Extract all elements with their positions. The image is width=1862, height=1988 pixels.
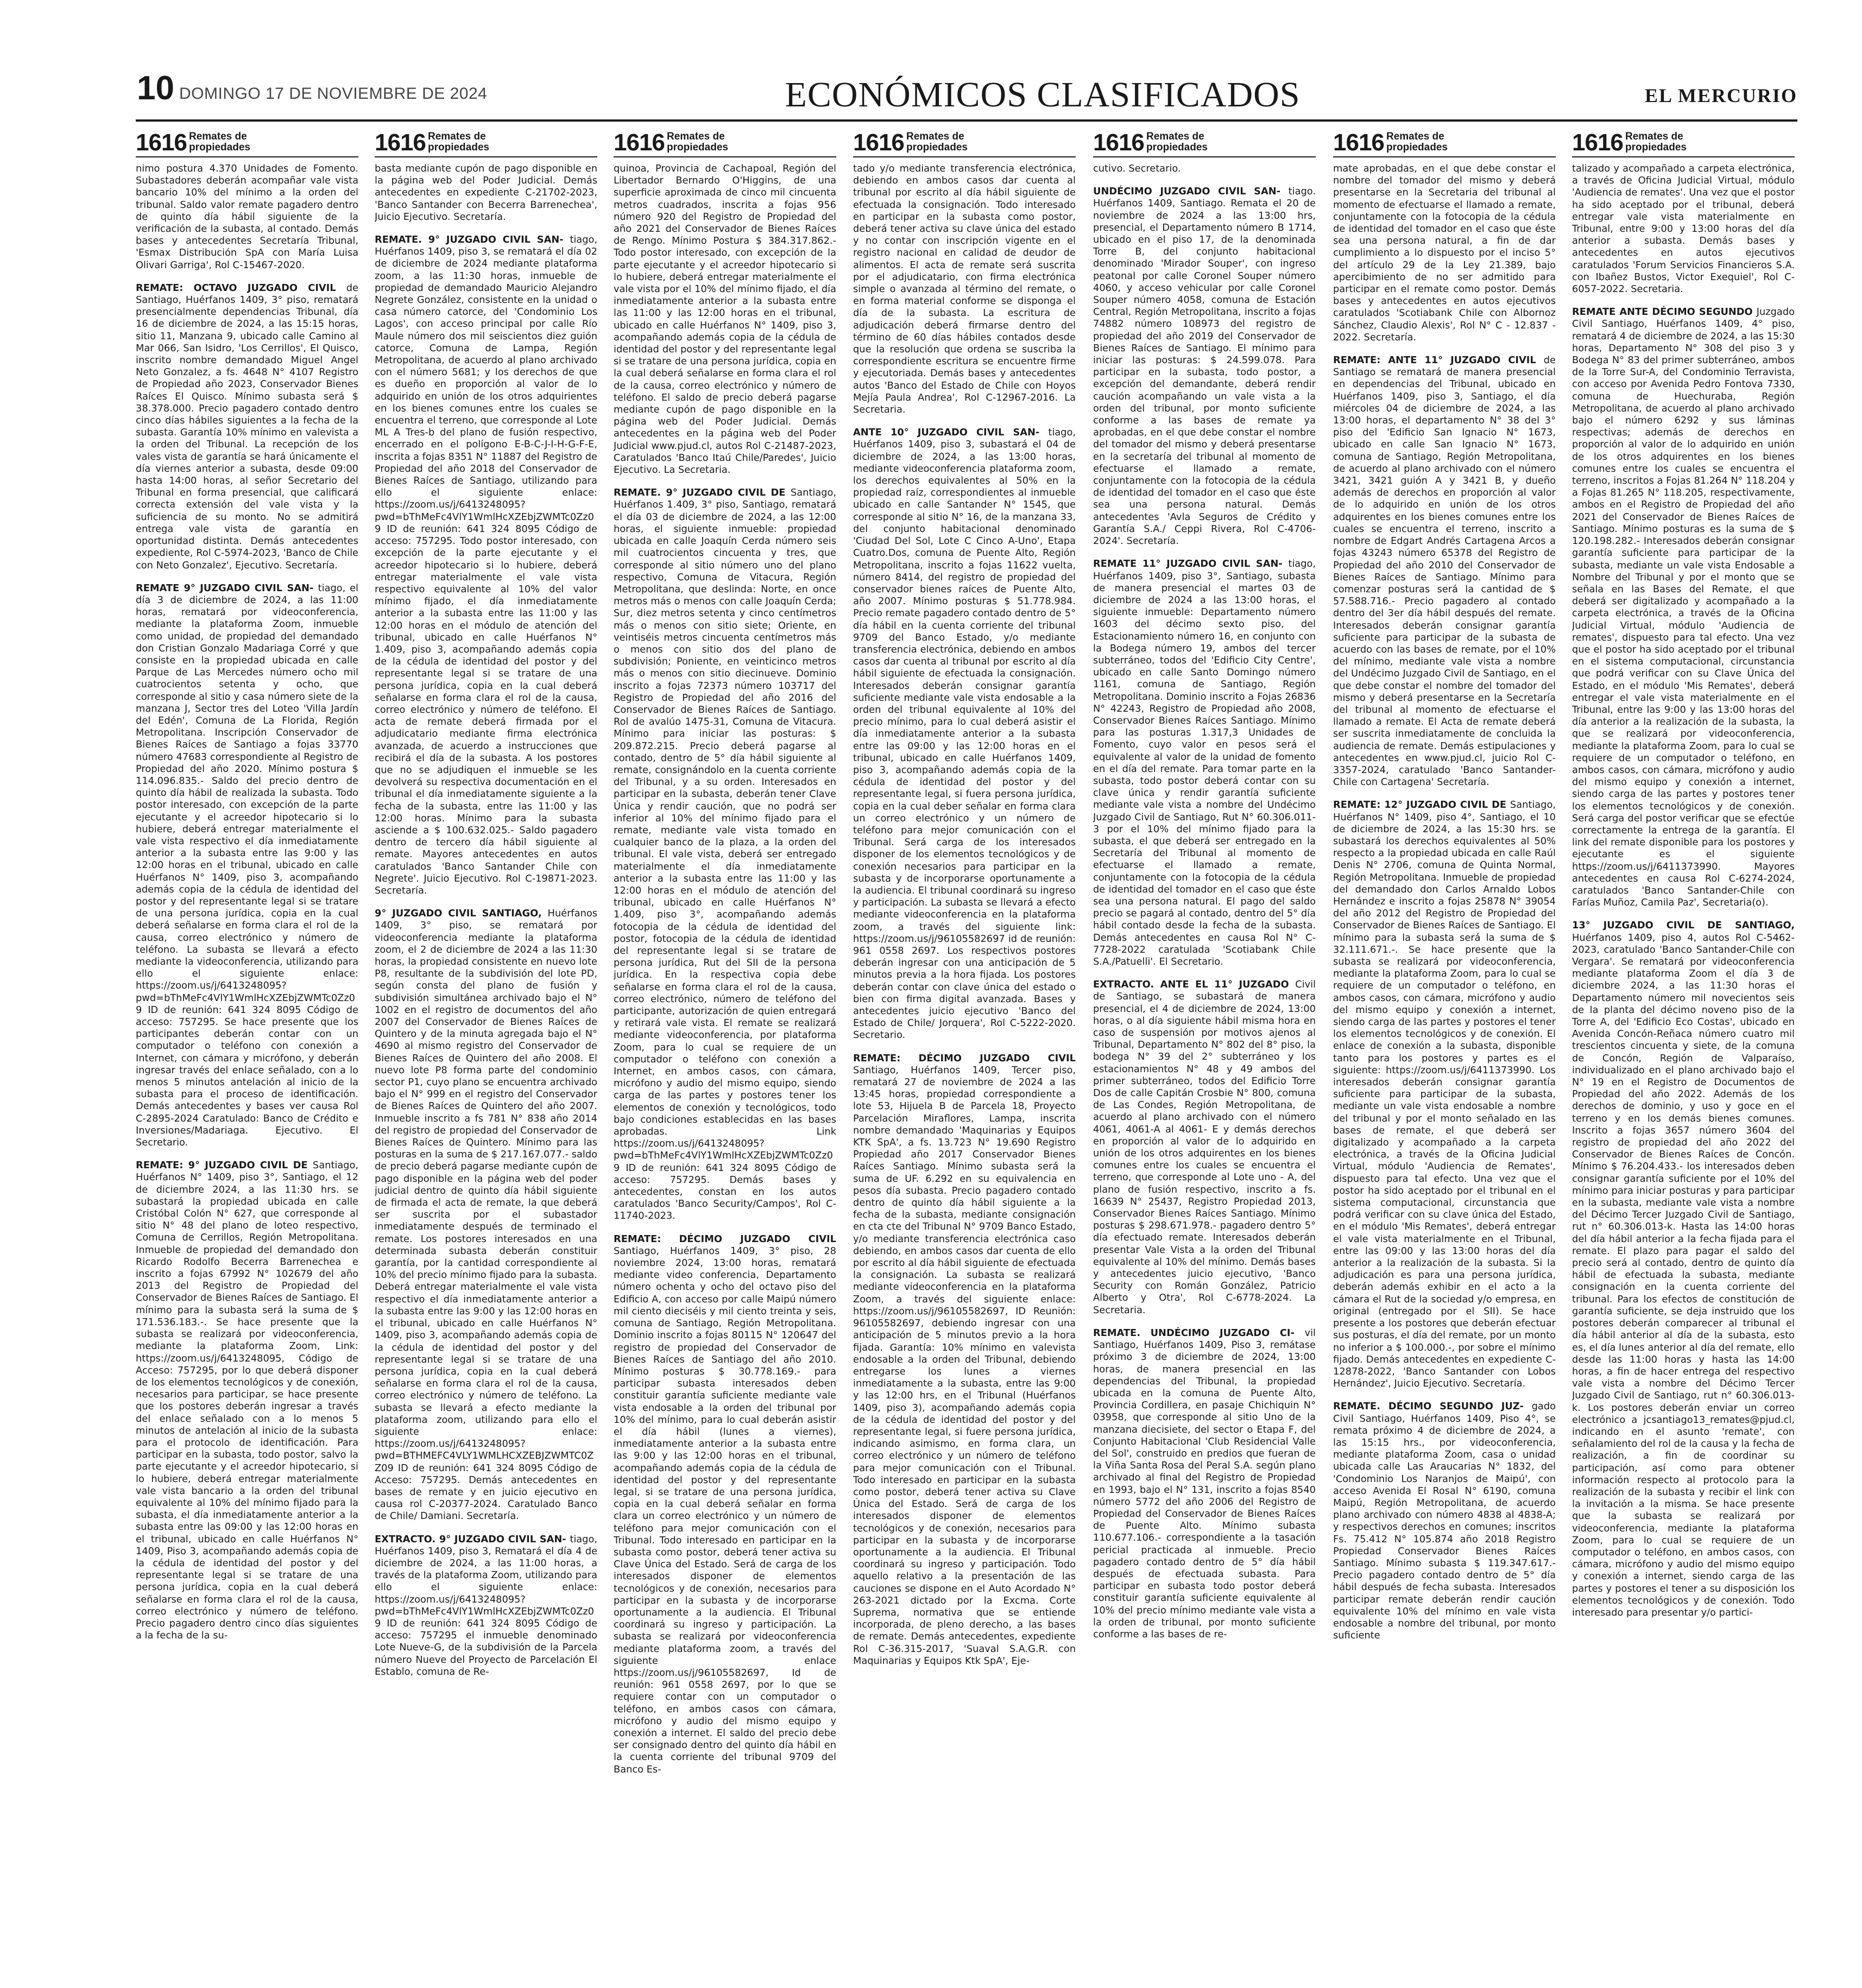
notice-lead: REMATE: DÉCIMO JUZGADO CIVIL xyxy=(614,1233,836,1245)
auction-notice xyxy=(1093,558,1316,968)
notice-lead: REMATE. UNDÉCIMO JUZGADO CI- xyxy=(1093,1327,1305,1339)
category-code: 1616 xyxy=(853,129,904,156)
notice-list xyxy=(1093,163,1316,1641)
auction-notice xyxy=(375,1534,597,1678)
column-header xyxy=(614,128,836,157)
auction-notice xyxy=(1093,979,1316,1316)
auction-notice xyxy=(1333,1401,1556,1642)
auction-notice xyxy=(136,163,358,271)
notice-lead: UNDÉCIMO JUZGADO CIVIL SAN- xyxy=(1093,186,1289,198)
auction-notice xyxy=(136,282,358,572)
category-code: 1616 xyxy=(375,129,426,156)
notice-body: basta mediante cupón de pago disponible en la página web del Poder Judicial. Demás antecedentes en expediente C-21702-2023, 'Banco Santander con Becerra Barrenechea', Juicio Ejecutivo. Secretaría. xyxy=(375,163,597,223)
notice-body: vil Santiago, Huérfanos 1409, Piso 3, remátase próximo 3 de diciembre de 2024, 13:00 horas, de manera presencial en las dependencias del Tribunal, la propiedad ubicada en la comuna de Puente Alto, Provincia Cordillera, en pasaje Chichiquin N° 03958, que corresponde al sitio Uno de la manzana diecisiete, del sector o Etapa F, del Conjunto Habitacional 'Club Residencial Valle del Sol', construido en predios que fueran de la Viña Santa Rosa del Peral S.A. según plano archivado al final del Registro de Propiedad en 1993, bajo el N° 131, inscrito a fojas 8540 número 5772 del año 2006 del Registro de Propiedad del Conservador de Bienes Raíces de Puente Alto. Mínimo subasta 110.677.106.- correspondiente a la tasación pericial practicada al inmueble. Precio pagadero contado dentro de 5° día hábil después de efectuada subasta. Para participar en subasta todo postor deberá constituir garantía suficiente equivalente al 10% del precio mínimo mediante vale vista a la orden de tribunal, por monto suficiente conforme a las bases de re- xyxy=(1093,1327,1316,1640)
classified-column-6 xyxy=(1333,128,1556,1979)
notice-body: Civil de Santiago, se subastará de manera presencial, el 4 de diciembre de 2024, 13:00 horas, o al día siguiente hábil misma hora en caso de suspensión por motivos ajenos al Tribunal, Departamento N° 802 del 8° piso, la bodega N° 39 del 2° subterráneo y los estacionamientos N° 48 y 49 ambos del primer subterráneo, todos del Edificio Torre Dos de calle Capitán Crosbie N° 800, comuna de Las Condes, Región Metropolitana, de acuerdo al plano archivado con el número 4061, 4061-A al 4061- E y demás derechos en proporción al valor de lo adquirido en unión de los otros adquirentes en los bienes comunes entre los cuales se encuentra el terreno, que corresponde al Lote uno - A, del plano de fusión respectivo, inscrito a fs. 16639 N° 25437, Registro Propiedad 2013, Conservador Bienes Raíces Santiago. Mínimo posturas $ 298.671.978.- pagadero dentro 5° día efectuado remate. Interesados deberán presentar Vale Vista a la orden del Tribunal equivalente al 10% del mínimo. Demás bases y antecedentes juicio ejecutivo, 'Banco Security con Román González, Patricio Alberto y Otra', Rol C-6778-2024. La Secretaria. xyxy=(1093,979,1316,1316)
notice-body: gado Civil Santiago, Huérfanos 1409, Piso 4°, se remata próximo 4 de diciembre de 2024, a las 15:15 hrs., por videoconferencia, mediante plataforma Zoom, casa o unidad ubicada calle Las Araucarias N° 1832, del 'Condominio Los Naranjos de Maipú', con acceso Avenida El Rosal N° 6190, comuna Maipú, Región Metropolitana, de acuerdo plano archivado con número 4838 al 4838-A; y respectivos derechos en comunes; inscritos Fs. 75.412 N° 105.874 año 2018 Registro Propiedad Conservador Bienes Raíces Santiago. Mínimo subasta $ 119.347.617.- Precio pagadero contado dentro de 5° día hábil después de fecha subasta. Interesados participar remate deberán rendir caución equivalente 10% del mínimo en vale vista endosable a nombre del tribunal, por monto suficiente xyxy=(1333,1401,1556,1642)
notice-lead: REMATE. 9° JUZGADO CIVIL DE xyxy=(614,487,791,499)
classified-column-7 xyxy=(1572,128,1795,1979)
auction-notice xyxy=(853,1053,1076,1667)
auction-notice xyxy=(1093,1327,1316,1641)
notice-lead: ANTE 10° JUZGADO CIVIL SAN- xyxy=(853,427,1049,439)
notice-body: tiago, Huérfanos 1409, piso 3°, Santiago, subasta de manera presencial el martes 03 de diciembre de 2024 a las 13:00 horas, el siguiente inmueble: Departamento número 1603 del décimo sexto piso, del Estacionamiento número 16, en conjunto con la Bodega número 19, ambos del tercer subterráneo, todos del 'Edificio City Centre', ubicado en calle Santo Domingo número 1161, comuna de Santiago, Región Metropolitana. Dominio inscrito a Fojas 26836 N° 42243, Registro de Propiedad año 2008, Conservador Bienes Raíces Santiago. Mínimo para las posturas 1.317,3 Unidades de Fomento, cuyo valor en pesos será el equivalente al valor de la unidad de fomento en el día del remate. Para tomar parte en la subasta, todo postor deberá contar con su clave única y rendir garantía suficiente mediante vale vista a nombre del Undécimo Juzgado Civil de Santiago, Rut N° 60.306.011-3 por el 10% del mínimo fijado para la subasta, el que deberá ser entregado en la Secretaría del Tribunal al momento de efectuarse el llamado a remate, conjuntamente con la fotocopia de la cédula de identidad del tomador en el caso que éste sea una persona natural. El pago del saldo precio se pagará al contado, dentro del 5° día hábil contado desde la fecha de la subasta. Demás antecedentes en causa Rol N° C-7728-2022 caratulada 'Scotiabank Chile S.A./Patuelli'. El Secretario. xyxy=(1093,558,1316,967)
notice-list xyxy=(1572,163,1795,1619)
column-header xyxy=(1093,128,1316,157)
auction-notice xyxy=(1333,163,1556,344)
auction-notice xyxy=(375,908,597,1522)
notice-body: Huérfanos 1409, piso 4, autos Rol C-5462-2023, caratulado 'Banco Santander-Chile con Vergara'. Se rematará por videoconferencia mediante plataforma Zoom el día 3 de diciembre 2024, a las 11:30 horas el Departamento número mil novecientos seis de la planta del décimo noveno piso de la Torre A, del 'Edificio Eco Costas', ubicado en Avenida Concón-Reñaca número cuatro mil trescientos cincuenta y siete, de la comuna de Concón, Región de Valparaíso, individualizado en el plano archivado bajo el N° 19 en el Registro de Documentos de Propiedad del año 2022. Además de los derechos de dominio, y uso y goce en el terreno y en los demás bienes comunes. Inscrito a fojas 3657 número 3604 del registro de propiedad del año 2022 del Conservador de Bienes Raíces de Concón. Mínimo $ 76.204.433.- los interesados deben consignar garantía suficiente por el 10% del mínimo para iniciar posturas y para participar en la subasta, mediante vale vista a nombre del Décimo Tercer Juzgado Civil de Santiago, rut n° 60.306.013-k. Hasta las 14:00 horas del día hábil anterior a la fecha fijada para el remate. El plazo para pagar el saldo del precio será al contado, dentro de quinto día hábil de efectuada la subasta, mediante consignación en la cuenta corriente del tribunal. Para los efectos de constitución de garantía suficiente, se deja instruido que los postores deberán comparecer al tribunal el día hábil anterior al día de la subasta, esto es, el día lunes anterior al día del remate, ello desde las 11:00 horas y hasta las 14:00 horas, a fin de hacer entrega del respectivo vale vista a nombre del Décimo Tercer Juzgado Civil de Santiago, rut n° 60.306.013-k. Los postores deberán enviar un correo electrónico a jcsantiago13_remates@pjud.cl, indicando en el asunto 'remate', con señalamiento del rol de la causa y la fecha de realización, a fin de coordinar su participación, así como para obtener información respecto al protocolo para la realización de la subasta y recibir el link con la invitación a la misma. Se hace presente que la subasta se realizará por videoconferencia, mediante la plataforma Zoom, para lo cual se requiere de un computador o teléfono, en ambos casos, con cámara, micrófono y audio del mismo equipo y conexión a internet, siendo carga de las partes y postores el tener a su disposición los elementos tecnológicos y de conexión. Todo interesado para presentar y/o partici- xyxy=(1572,932,1795,1618)
auction-notice xyxy=(375,234,597,897)
notice-list xyxy=(1333,163,1556,1642)
auction-notice xyxy=(853,163,1076,416)
category-label: Remates de propiedades xyxy=(189,131,250,153)
notice-body: Santiago, Huérfanos 1409, 3° piso, 28 noviembre 2024, 13:00 horas, rematará mediante video conferencia, Departamento número ochenta y ocho del octavo piso del Edificio A, con acceso por calle Maipú número mil ciento dieciséis y mil ciento treinta y seis, comuna de Santiago, Región Metropolitana. Dominio inscrito a fojas 80115 N° 120647 del registro de propiedad del Conservador de Bienes Raíces de Santiago del año 2010. Mínimo posturas $ 30.778.169.- para participar subasta interesados deben constituir garantía suficiente mediante vale vista endosable a la orden del tribunal por 10% del mínimo, para lo cual deberán asistir el día hábil (lunes a viernes), inmediatamente anterior a la subasta entre las 9:00 y las 12:00 horas en el tribunal, acompañando además copia de la cédula de identidad del postor y del representante legal, si se tratare de una persona jurídica, copia en la cual deberá señalar en forma clara un correo electrónico y un número de teléfono para mejor comunicación con el Tribunal. Todo interesado en participar en la subasta como postor, deberá tener activa su Clave Única del Estado. Será de carga de los interesados disponer de elementos tecnológicos y de conexión, necesarios para participar en la subasta y de incorporarse oportunamente a la audiencia. El Tribunal coordinará su ingreso y participación. La subasta se realizará por videoconferencia mediante plataforma zoom, a través del siguiente enlace https://zoom.us/j/96105582697, Id de reunión: 961 0558 2697, por lo que se requiere contar con un computador o teléfono, en ambos casos con cámara, micrófono y audio del mismo equipo y conexión a internet. El saldo del precio debe ser consignado dentro del quinto día hábil en la cuenta corriente del tribunal 9709 del Banco Es- xyxy=(614,1245,836,1775)
category-label: Remates de propiedades xyxy=(1386,131,1448,153)
auction-notice xyxy=(614,487,836,1222)
classified-column-4 xyxy=(853,128,1076,1979)
notice-body: de Santiago, Huérfanos 1409, 3° piso, rematará presencialmente dependencias Tribunal, día 16 de diciembre de 2024, a las 15:15 horas, sitio 11, Manzana 9, ubicado calle Camino al Mar 066, San Isidro, 'Los Cerrillos', El Quisco, inscrito nombre demandado Miguel Angel Neto Gonzalez, a fs. 4648 N° 4107 Registro de Propiedad año 2023, Conservador Bienes Raíces El Quisco. Mínimo subasta será $ 38.378.000. Precio pagadero contado dentro cinco días hábiles siguientes a la fecha de la subasta. Garantía 10% mínimo en valevista a la orden del Tribunal. La recepción de los vales vista de garantía se hará únicamente el día viernes anterior a subasta, desde 09:00 hasta 14:00 horas, al señor Secretario del Tribunal en forma presencial, que calificará correcta extensión del vale vista y la suficiencia de su monto. No se admitirá entrega vale vista de garantía en oportunidad distinta. Demás antecedentes expediente, Rol C-5974-2023, 'Banco de Chile con Neto Gonzalez', Ejecutivo. Secretaría. xyxy=(136,282,358,571)
column-header xyxy=(1572,128,1795,157)
notice-body: mate aprobadas, en el que debe constar el nombre del tomador del mismo y deberá presentarse en la Secretaria del tribunal al momento de efectuarse el llamado a remate, conjuntamente con la fotocopia de la cédula de identidad del tomador en el caso que éste sea una persona natural, a fin de dar cumplimiento a lo dispuesto por el inciso 5° del artículo 29 de la Ley 21.389, bajo apercibimiento de no ser admitido para participar en el remate como postor. Demás bases y antecedentes en autos ejecutivos caratulados 'Scotiabank Chile con Albornoz Sánchez, Claudio Alexis', Rol N° C - 12.837 - 2022. Secretaría. xyxy=(1333,163,1556,343)
notice-body: tiago, Huérfanos 1409, piso 3, subastará el 04 de diciembre de 2024, a las 13:00 horas, mediante videoconferencia plataforma zoom, los derechos equivalentes al 50% en la propiedad raíz, correspondientes al inmueble ubicado en calle Santander N° 1545, que corresponde al sitio N° 16, de la manzana 33, del conjunto habitacional denominado 'Ciudad Del Sol, Lote C Cinco A-Uno', Etapa Cuatro.Dos, comuna de Puente Alto, Región Metropolitana, inscrito a fojas 11622 vuelta, número 8414, del registro de propiedad del conservador bienes raíces de Puente Alto, año 2007. Mínimo posturas $ 51.778.984. Precio remate pagadero contado dentro de 5° día hábil en la cuenta corriente del tribunal 9709 del Banco Estado, y/o mediante transferencia electrónica, debiendo en ambos casos dar cuenta al tribunal por escrito al día hábil siguiente de efectuada la consignación. Interesados deberán consignar garantía suficiente mediante vale vista endosable a la orden del tribunal equivalente al 10% del precio mínimo, para lo cual deberá asistir el día inmediatamente anterior a la subasta entre las 09:00 y las 12:00 horas en el tribunal, ubicado en calle Huérfanos 1409, piso 3, acompañando además copia de la cédula de identidad del postor y del representante legal, si fuera persona jurídica, copia en la cual deber señalar en forma clara un correo electrónico y un número de teléfono para mejor comunicación con el Tribunal. Será carga de los interesados disponer de los elementos tecnológicos y de conexión necesarios para participar en la subasta y de incorporarse oportunamente a la audiencia. El tribunal coordinará su ingreso y participación. La subasta se llevará a efecto mediante videoconferencia en la plataforma zoom, a través del siguiente link: https://zoom.us/j/96105582697 id de reunión: 961 0558 2697. Los respectivos postores deberán ingresar con una anticipación de 5 minutos previa a la hora fijada. Los postores deberán contar con clave única del estado o bien con firma digital avanzada. Bases y antecedentes juicio ejecutivo 'Banco del Estado de Chile/ Jorquera', Rol C-5222-2020. Secretario. xyxy=(853,427,1076,1041)
notice-lead: REMATE. DÉCIMO SEGUNDO JUZ- xyxy=(1333,1401,1532,1413)
auction-notice xyxy=(1572,306,1795,909)
auction-notice xyxy=(375,163,597,223)
notice-lead: REMATE. 9° JUZGADO CIVIL SAN- xyxy=(375,234,570,246)
section-title: ECONÓMICOS CLASIFICADOS xyxy=(785,75,1301,115)
notice-lead: 13° JUZGADO CIVIL DE SANTIAGO, xyxy=(1572,920,1795,932)
notice-body: quinoa, Provincia de Cachapoal, Región del Libertador Bernardo O'Higgins, de una superficie aproximada de cinco mil cincuenta metros cuadrados, inscrita a fojas 956 número 920 del Registro de Propiedad del año 2021 del Conservador de Bienes Raíces de Rengo. Mínimo Postura $ 384.317.862.- Todo postor interesado, con excepción de la parte ejecutante y el acreedor hipotecario si lo hubiere, deberá entregar materialmente el vale vista por el 10% del mínimo fijado, el día inmediatamente anterior a la subasta entre las 11:00 y las 12:00 horas en el tribunal, ubicado en calle Huérfanos N° 1409, piso 3, acompañando además copia de la cédula de identidad del postor y del representante legal si se tratare de una persona jurídica, copia en la cual deberá señalarse en forma clara el rol de la causa, correo electrónico y número de teléfono. El saldo de precio deberá pagarse mediante cupón de pago disponible en la página web del Poder Judicial. Demás antecedentes en la página web del Poder Judicial www.pjud.cl, autos Rol C-21487-2023, Caratulados 'Banco Itaú Chile/Paredes', Juicio Ejecutivo. La Secretaria. xyxy=(614,163,836,476)
category-label: Remates de propiedades xyxy=(667,131,728,153)
header-rule xyxy=(136,119,1797,122)
notice-body: nimo postura 4.370 Unidades de Fomento. Subastadores deberán acompañar vale vista bancario 10% del mínimo a la orden del tribunal. Saldo valor remate pagadero dentro de quinto día hábil siguiente de la verificación de la subasta, al contado. Demás bases y antecedentes Secretaría Tribunal, 'Esmax Distribución SpA con María Luisa Olivari Garriga', Rol C-15467-2020. xyxy=(136,163,358,271)
auction-notice xyxy=(853,427,1076,1041)
notice-body: Santiago, Huérfanos N° 1409, piso 3°, Santiago, el 12 de diciembre 2024, a las 11:30 hrs. se subastará la propiedad ubicada en calle Cristóbal Colón N° 627, que corresponde al sitio N° 48 del plano de loteo respectivo, Comuna de Cerrillos, Región Metropolitana. Inmueble de propiedad del demandado don Ricardo Rodolfo Becerra Barrenechea e inscrito a fojas 67992 N° 102679 del año 2013 del Registro de Propiedad del Conservador de Bienes Raíces de Santiago. El mínimo para la subasta será la suma de $ 171.536.183.-. Se hace presente que la subasta se realizará por videoconferencia, mediante la plataforma Zoom, Link: https://zoom.us/j/6413248095, Código de Acceso: 757295, por lo que deberá disponer de los elementos tecnológicos y de conexión, necesarios para participar, se hace presente que los postores deberán ingresar a través del enlace señalado con a lo menos 5 minutos de antelación al inicio de la subasta para el protocolo de identificación. Para participar en la subasta, todo postor, salvo la parte ejecutante y el acreedor hipotecario, si lo hubiere, deberá entregar materialmente vale vista bancario a la orden del tribunal equivalente al 10% del mínimo fijado para la subasta, el día inmediatamente anterior a la subasta entre las 09:00 y las 12:00 horas en el tribunal, ubicado en calle Huérfanos N° 1409, Piso 3, acompañando además copia de la cédula de identidad del postor y del representante legal si se tratare de una persona jurídica, copia en la cual deberá señalarse en forma clara el rol de la causa, correo electrónico y número de teléfono. Precio pagadero dentro cinco días siguientes a la fecha de la su- xyxy=(136,1160,358,1642)
notice-lead: REMATE: OCTAVO JUZGADO CIVIL xyxy=(136,282,346,294)
classified-column-3 xyxy=(614,128,836,1979)
notice-lead: REMATE 9° JUZGADO CIVIL SAN- xyxy=(136,582,318,594)
auction-notice xyxy=(1572,163,1795,295)
category-label: Remates de propiedades xyxy=(428,131,489,153)
category-code: 1616 xyxy=(136,129,187,156)
notice-body: tado y/o mediante transferencia electrónica, debiendo en ambos casos dar cuenta al tribunal por escrito al día hábil siguiente de efectuada la consignación. Todo interesado en participar en la subasta como postor, deberá tener activa su clave única del estado y no contar con inscripción vigente en el registro nacional en calidad de deudor de alimentos. El acta de remate será suscrita por el adjudicatario, con firma electrónica simple o avanzada al término del remate, o en forma material conforme se disponga el día de la subasta. La escritura de adjudicación deberá firmarse dentro del término de 60 días hábiles contados desde que la resolución que ordena se suscriba la correspondiente escritura se encuentre firme y ejecutoriada. Demás bases y antecedentes autos 'Banco del Estado de Chile con Hoyos Mejía Paula Andrea', Rol C-12967-2016. La Secretaria. xyxy=(853,163,1076,416)
notice-body: cutivo. Secretario. xyxy=(1093,163,1181,174)
notice-body: tiago. Huérfanos 1409, Santiago. Remata el 20 de noviembre de 2024 a las 13:00 hrs, presencial, el Departamento número B 1714, ubicado en el piso 17, de la denominada Torre B, del conjunto habitacional denominado 'Mirador Souper', con ingreso peatonal por calle Coronel Souper número 4060, y acceso vehicular por calle Coronel Souper número 4058, comuna de Estación Central, Región Metropolitana, inscrito a fojas 74882 número 108973 del registro de propiedad del año 2019 del Conservador de Bienes Raíces de Santiago. El mínimo para iniciar las posturas: $ 24.599.078. Para participar en la subasta, todo postor, a excepción del demandante, deberá rendir caución acompañando un vale vista a la orden del tribunal, por monto suficiente conforme a las bases de remate ya aprobadas, en el que debe constar el nombre del tomador del mismo y deberá presentarse en la secretaría del tribunal al momento de efectuarse el llamado a remate, conjuntamente con la fotocopia de la cédula de identidad del tomador en el caso que éste sea una persona natural. Demás antecedentes 'Avla Seguros de Crédito y Garantía S.A./ Ceppi Rivera, Rol C-4706-2024'. Secretaría. xyxy=(1093,186,1316,547)
issue-date: DOMINGO 17 DE NOVIEMBRE DE 2024 xyxy=(179,85,488,103)
notice-lead: EXTRACTO. ANTE EL 11° JUZGADO xyxy=(1093,979,1296,991)
notice-body: Juzgado Civil Santiago, Huérfanos 1409, 4° piso, rematará 4 de diciembre de 2024, a las 15:30 horas, Departamento N° 308 del piso 3 y Bodega N° 83 del primer subterráneo, ambos de la Torre Sur-A, del Condominio Terravista, con acceso por Avenida Pedro Fontova 7330, comuna de Huechuraba, Región Metropolitana, de acuerdo al plano archivado bajo el número 6292 y sus láminas respectivas; además de derechos en proporción al valor de lo adquirido en unión de los otros adquirentes en los bienes comunes entre los cuales se encuentra el terreno, inscritos a Fojas 81.264 N° 118.204 y a Fojas 81.265 N° 118.205, respectivamente, ambos en el Registro de Propiedad del año 2021 del Conservador de Bienes Raíces de Santiago. Mínimo posturas es la suma de $ 120.198.282.- Interesados deberán consignar garantía suficiente para participar de la subasta, mediante un vale vista Endosable a Nombre del Tribunal y por el monto que se señala en las Bases del Remate, el que deberá ser digitalizado y acompañado a la carpeta electrónica, a través de la Oficina Judicial Virtual, módulo 'Audiencia de remates', dispuesto para tal efecto. Una vez que el postor ha sido aceptado por el tribunal en el sistema computacional, circunstancia que podrá verificar con su Clave Única del Estado, en el módulo 'Mis Remates', deberá entregar el vale vista materialmente en el Tribunal, entre las 9:00 y las 13:00 horas del día anterior a la realización de la subasta, la que se realizará por videoconferencia, mediante la plataforma Zoom, para lo cual se requiere de un computador o teléfono, en ambos casos, con cámara, micrófono y audio del mismo equipo y conexión a internet, siendo carga de las partes y postores tener los elementos tecnológicos y de conexión. Será carga del postor verificar que se efectúe correctamente la entrega de la garantía. El link del remate disponible para los postores y ejecutante es el siguiente https://zoom.us/j/6411373990. Mayores antecedentes en causa Rol C-6274-2024, caratulados 'Banco Santander-Chile con Farías Muñoz, Camila Paz', Secretaria(o). xyxy=(1572,306,1795,909)
notice-lead: REMATE ANTE DÉCIMO SEGUNDO xyxy=(1572,306,1757,318)
notice-lead: REMATE: 9° JUZGADO CIVIL DE xyxy=(136,1160,313,1172)
notice-list xyxy=(853,163,1076,1667)
auction-notice xyxy=(1572,920,1795,1619)
auction-notice xyxy=(1093,163,1316,175)
notice-lead: EXTRACTO. 9° JUZGADO CIVIL SAN- xyxy=(375,1533,570,1545)
classified-column-2 xyxy=(375,128,597,1979)
notice-list xyxy=(614,163,836,1776)
notice-body: Santiago, Huérfanos 1.409, 3° piso, Santiago, rematará el día 03 de diciembre de 2024, a las 12:00 horas, el siguiente inmueble: propiedad ubicada en calle Joaquín Cerda número seis mil cuatrocientos cincuenta y tres, que corresponde al sitio número uno del plano respectivo, Comuna de Vitacura, Región Metropolitana, que deslinda: Norte, en once metros más o menos con calle Joaquín Cerda; Sur, diez metros setenta y cinco centímetros más o menos con sitio siete; Oriente, en veintiséis metros cincuenta centímetros más o menos con sitio dos del plano de subdivisión; Poniente, en veinticinco metros más o menos con sitio diecinueve. Dominio inscrito a fojas 72373 número 103717 del Registro de Propiedad del año 2016 del Conservador de Bienes Raíces de Santiago. Rol de avalúo 1475-31, Comuna de Vitacura. Mínimo para iniciar las posturas: $ 209.872.215. Precio deberá pagarse al contado, dentro de 5° día hábil siguiente al remate, consignándolo en la cuenta corriente del Tribunal, y a su orden. Interesados en participar en la subasta, deberán tener Clave Única y rendir caución, que no podrá ser inferior al 10% del mínimo fijado para el remate, mediante vale vista tomado en cualquier banco de la plaza, a la orden del tribunal. El vale vista, deberá ser entregado materialmente el día inmediatamente anterior a la subasta entre las 11:00 y las 12:00 horas en el módulo de atención del tribunal, ubicado en calle Huérfanos N° 1.409, piso 3°, acompañando además fotocopia de la cédula de identidad del postor, fotocopia de la cédula de identidad del representante legal si se tratare de persona jurídica, Rut del SII de la persona jurídica. En la respectiva copia debe señalarse en forma clara el rol de la causa, correo electrónico, número de teléfono del participante, autorización de quien entregará y retirará vale vista. El remate se realizará mediante videoconferencia, por plataforma Zoom, para lo cual se requiere de un computador o teléfono con conexión a Internet, en ambos casos, con cámara, micrófono y audio del mismo equipo, siendo carga de las partes y postores tener los elementos de conexión y tecnológicos, todo bajo condiciones establecidas en las bases aprobadas. Link https://zoom.us/j/6413248095?pwd=bThMeFc4VlY1WmlHcXZEbjZWMTc0Zz09 ID de reunión: 641 324 8095 Código de acceso: 757295. Demás bases y antecedentes, constan en los autos caratulados 'Banco Security/Campos', Rol C-11740-2023. xyxy=(614,487,836,1222)
category-label: Remates de propiedades xyxy=(906,131,968,153)
newspaper-brand: EL MERCURIO xyxy=(1644,85,1797,106)
masthead xyxy=(136,65,1797,117)
page-number: 10 xyxy=(137,69,174,107)
category-code: 1616 xyxy=(1572,129,1623,156)
notice-lead: 9° JUZGADO CIVIL SANTIAGO, xyxy=(375,908,548,920)
notice-lead: REMATE: ANTE 11° JUZGADO CIVIL xyxy=(1333,354,1544,366)
column-header xyxy=(1333,128,1556,157)
notice-body: tiago, Huérfanos 1409, piso 3, se rematará el día 02 de diciembre de 2024 mediante plataforma zoom, a las 11:30 horas, inmueble de propiedad de demandado Mauricio Alejandro Negrete González, consistente en la unidad o casa número catorce, del 'Condominio Los Lagos', con acceso principal por calle Río Maule número dos mil seiscientos diez guión catorce, Comuna de Lampa, Región Metropolitana, de acuerdo al plano archivado con el número 5681; y los derechos de que es dueño en proporción al valor de lo adquirido en unión de los otros adquirientes en los bienes comunes entre los cuales se encuentra el terreno, que corresponde al Lote ML A Tres-b del plano de fusión respectivo, encerrado en el polígono E-B-C-J-I-H-G-F-E, inscrita a fojas 8351 N° 11887 del Registro de Propiedad del año 2018 del Conservador de Bienes Raíces de Santiago, utilizando para ello el siguiente enlace: https://zoom.us/j/6413248095?pwd=bThMeFc4VlY1WmlHcXZEbjZWMTc0Zz09 ID de reunión: 641 324 8095 Código de acceso: 757295. Todo postor interesado, con excepción de la parte ejecutante y el acreedor hipotecario si lo hubiere, deberá entregar materialmente el vale vista respectivo equivalente al 10% del valor mínimo fijado, el día inmediatamente anterior a la subasta entre las 11:00 y las 12:00 horas en el módulo de atención del tribunal, ubicado en calle Huérfanos N° 1.409, piso 3, acompañando además copia de la cédula de identidad del postor y del representante legal si se tratare de una persona jurídica, copia en la cual deberá señalarse en forma clara el rol de la causa, correo electrónico y número de teléfono. El acta de remate deberá firmada por el adjudicatario mediante firma electrónica avanzada, de acuerdo a instrucciones que recibirá el día de la subasta. A los postores que no se adjudiquen el inmueble se les devolverá su respectiva documentación en el tribunal el día inmediatamente siguiente a la fecha de la subasta, entre las 11:00 y las 12:00 horas. Mínimo para la subasta asciende a $ 100.632.025.- Saldo pagadero dentro de tercero día hábil siguiente al remate. Mayores antecedentes en autos caratulados 'Banco Santander Chile con Negrete'. Juicio Ejecutivo. Rol C-19871-2023. Secretaría. xyxy=(375,234,597,896)
notice-body: talizado y acompañado a carpeta electrónica, a través de Oficina Judicial Virtual, módulo 'Audiencia de remates'. Una vez que el postor ha sido aceptado por el tribunal, deberá entregar vale vista materialmente en Tribunal, entre 9:00 y 13:00 horas del día anterior a subasta. Demás bases y antecedentes en autos ejecutivos caratulados 'Forum Servicios Financieros S.A. con Ibañez Bustos, Victor Exequiel', Rol C-6057-2022. Secretaria. xyxy=(1572,163,1795,295)
category-label: Remates de propiedades xyxy=(1625,131,1687,153)
category-label: Remates de propiedades xyxy=(1146,131,1208,153)
column-header xyxy=(375,128,597,157)
notice-body: Huérfanos 1409, 3° piso, se rematará por videoconferencia mediante la plataforma zoom, el 2 de diciembre de 2024 a las 11:30 horas, la propiedad consistente en nuevo lote P8, resultante de la subdivisión del lote PD, según consta del plano de fusión y subdivisión simultánea archivado bajo el N° 1002 en el registro de documentos del año 2007 del Conservador de Bienes Raíces de Quintero y de la minuta agregada bajo el N° 4690 al mismo registro del Conservador de Bienes Raíces de Quintero del año 2008. El nuevo lote P8 forma parte del condominio sector P1, cuyo plano se encuentra archivado bajo el N° 999 en el registro del Conservador de Bienes Raíces de Quintero del año 2007. Inmueble inscrito a fs 781 N° 838 año 2014 del registro de propiedad del Conservador de Bienes Raíces de Quintero. Mínimo para las posturas en la suma de $ 217.167.077.- saldo de precio deberá pagarse mediante cupón de pago disponible en la página web del poder judicial dentro de quinto día hábil siguiente de firmada el acta de remate, la que deberá ser suscrita por el subastador inmediatamente después de terminado el remate. Los postores interesados en una determinada subasta deberán constituir garantía, por la cantidad correspondiente al 10% del precio mínimo fijado para la subasta. Deberá entregar materialmente el vale vista respectivo el día inmediatamente anterior a la subasta entre las 9:00 y las 12:00 horas en el tribunal, ubicado en calle Huérfanos N° 1409, piso 3, acompañando además copia de la cédula de identidad del postor y del representante legal si se tratare de una persona jurídica, copia en la cual deberá señalarse en forma clara el rol de la causa, correo electrónico y número de teléfono. La subasta se llevará a efecto mediante la plataforma zoom, utilizando para ello el siguiente enlace: https://zoom.us/j/6413248095?pwd=BTHMEFC4VLY1WMLHCXZEBJZWMTC0ZZ09 ID de reunión: 641 324 8095 Código de Acceso: 757295. Demás antecedentes en bases de remate y en juicio ejecutivo en causa rol C-20377-2024. Caratulado Banco de Chile/ Damiani. Secretaría. xyxy=(375,908,597,1522)
auction-notice xyxy=(1093,186,1316,547)
notice-lead: REMATE: DÉCIMO JUZGADO CIVIL xyxy=(853,1052,1076,1064)
notice-body: de Santiago se rematará de manera presencial en dependencias del Tribunal, ubicado en Huérfanos 1409, piso 3, Santiago, el día miércoles 04 de diciembre de 2024, a las 13:00 horas, el departamento N° 38 del 3° piso del 'Edificio San Ignacio N° 1673, ubicado en calle San Ignacio N° 1673, comuna de Santiago, Región Metropolitana, de acuerdo al plano archivado con el número 3421, 3421 guión A y 3421 B, y dueño además de derechos en proporción al valor de lo adquirido en unión de los otros adquirentes en los bienes comunes entre los cuales se encuentra el terreno, inscrito a nombre de Edgart Andrés Cartagena Arcos a fojas 43243 número 65378 del Registro de Propiedad del año 2010 del Conservador de Bienes Raíces de Santiago. Mínimo para comenzar posturas será la cantidad de $ 57.588.716.- Precio pagadero al contado dentro del 3er día hábil después del remate. Interesados deberán consignar garantía suficiente para participar de la subasta de acuerdo con las bases de remate, por el 10% del mínimo, mediante vale vista a nombre del Undécimo Juzgado Civil de Santiago, en el que debe constar el nombre del tomador del mismo y deberá presentarse en la Secretaría del tribunal al momento de efectuarse el llamado a remate. El Acta de remate deberá ser suscrita inmediatamente de concluida la audiencia de remate. Demás estipulaciones y antecedentes en www.pjud.cl, juicio Rol C-3357-2024, caratulado 'Banco Santander-Chile con Cartagena' Secretaría. xyxy=(1333,354,1556,788)
auction-notice xyxy=(1333,799,1556,1390)
auction-notice xyxy=(614,163,836,476)
category-code: 1616 xyxy=(1093,129,1144,156)
notice-lead: REMATE: 12° JUZGADO CIVIL DE xyxy=(1333,799,1510,811)
notice-list xyxy=(136,163,358,1642)
notice-body: tiago, Huérfanos 1409, piso 3, Rematará el día 4 de diciembre de 2024, a las 11:00 horas, a través de la plataforma Zoom, utilizando para ello el siguiente enlace: https://zoom.us/j/6413248095?pwd=bThMeFc4VlY1WmlHcXZEbjZWMTc0Zz09 ID de reunión: 641 324 8095 Código de acceso: 757295 el inmueble denominado Lote Nueve-G, de la subdivisión de la Parcela número Nueve del Proyecto de Parcelación El Establo, comuna de Re- xyxy=(375,1533,597,1677)
auction-notice xyxy=(614,1233,836,1776)
auction-notice xyxy=(1333,354,1556,788)
notice-lead: REMATE 11° JUZGADO CIVIL SAN- xyxy=(1093,558,1289,570)
notice-body: Santiago, Huérfanos 1409, Tercer piso, rematará 27 de noviembre de 2024 a las 13:45 horas, propiedad correspondiente a lote 53, Hijuela B de Parcela 18, Proyecto Parcelación Miraflores, Lampa, inscrita nombre demandado 'Maquinarias y Equipos KTK SpA', a fs. 13.723 N° 19.690 Registro Propiedad año 2017 Conservador Bienes Raíces Santiago. Mínimo subasta será la suma de UF. 6.292 en su equivalencia en pesos día subasta. Precio pagadero contado dentro de quinto día hábil siguiente a la fecha de la subasta, mediante consignación en cta cte del Tribunal N° 9709 Banco Estado, y/o mediante transferencia electrónica caso debiendo, en ambos casos dar cuenta de ello por escrito al día hábil siguiente de efectuada la consignación. La subasta se realizará mediante videoconferencia en la plataforma Zoom, a través del siguiente enlace: https://zoom.us/j/96105582697, ID Reunión: 96105582697, debiendo ingresar con una anticipación de 5 minutos previo a la hora fijada. Garantía: 10% mínimo en valevista endosable a la orden del Tribunal, debiendo entregarse los lunes a viernes inmediatamente a la subasta, entre las 9:00 y las 12:00 hrs, en el Tribunal (Huérfanos 1409, piso 3), acompañando además copia de la cédula de identidad del postor y del representante legal, si fuere persona jurídica, indicando asimismo, en forma clara, un correo electrónico y un número de teléfono para mejor comunicación con el Tribunal. Todo interesado en participar en la subasta como postor, deberá tener activa su Clave Única del Estado. Será de carga de los interesados disponer de elementos tecnológicos y de conexión, necesarios para participar en la subasta y de incorporarse oportunamente a la audiencia. El Tribunal coordinará su ingreso y participación. Todo aquello relativo a la presentación de las cauciones se dispone en el Auto Acordado N° 263-2021 dictado por la Excma. Corte Suprema, normativa que se entiende incorporada, de pleno derecho, a las bases de remate. Demás antecedentes, expediente Rol C-36.315-2017, 'Suaval S.A.G.R. con Maquinarias y Equipos Ktk SpA', Eje- xyxy=(853,1064,1076,1667)
column-header xyxy=(853,128,1076,157)
category-code: 1616 xyxy=(1333,129,1384,156)
category-code: 1616 xyxy=(614,129,665,156)
notice-body: tiago, el día 3 de diciembre de 2024, a las 11:00 horas, rematará por videoconferencia, mediante la plataforma Zoom, inmueble como unidad, de propiedad del demandado don Cristian Gonzalo Madariaga Corré y que consiste en la propiedad ubicada en calle Parque de Las Mercedes número ocho mil cuatrocientos setenta y ocho, que corresponde al sitio y casa número siete de la manzana J, Sector tres del Loteo 'Villa Jardín del Edén', Comuna de La Florida, Región Metropolitana. Inscripción Conservador de Bienes Raíces de Santiago a fojas 33770 número 47683 correspondiente al Registro de Propiedad del año 2020. Mínimo postura $ 114.096.835.- Saldo del precio dentro de quinto día hábil de realizada la subasta. Todo postor interesado, con excepción de la parte ejecutante y el acreedor hipotecario si lo hubiere, deberá entregar materialmente el vale vista respectivo el día inmediatamente anterior a la subasta entre las 9:00 y las 12:00 horas en el tribunal, ubicado en calle Huérfanos N° 1409, piso 3, acompañando además copia de la cédula de identidad del postor y del representante legal si se tratare de una persona jurídica, copia en la cual deberá señalarse en forma clara el rol de la causa, correo electrónico y número de teléfono. La subasta se llevará a efecto mediante la videoconferencia, utilizando para ello el siguiente enlace: https://zoom.us/j/6413248095?pwd=bThMeFc4VlY1WmlHcXZEbjZWMTc0Zz09 ID de reunión: 641 324 8095 Código de acceso: 757295. Se hace presente que los participantes deberán contar con un computador o teléfono con conexión a Internet, con cámara y micrófono, y deberán ingresar través del enlace señalado, con a lo menos 5 minutos antelación al inicio de la subasta para el proceso de identificación. Demás antecedentes y bases ver causa Rol C-2895-2024 Caratulado: Banco de Crédito e Inversiones/Madariaga. Ejecutivo. El Secretario. xyxy=(136,582,358,1149)
classified-column-1 xyxy=(136,128,358,1979)
column-header xyxy=(136,128,358,157)
auction-notice xyxy=(136,1160,358,1642)
notice-body: Santiago, Huérfanos N° 1409, piso 4°, Santiago, el 10 de diciembre de 2024, a las 15:30 hrs. se subastará los derechos equivalentes al 50% respecto a la propiedad ubicada en calle Raúl Denis N° 2706, comuna de Quinta Normal, Región Metropolitana. Inmueble de propiedad del demandado don Carlos Arnaldo Lobos Hernández e inscrito a fojas 25878 N° 39054 del año 2012 del Registro de Propiedad del Conservador de Bienes Raíces de Santiago. El mínimo para la subasta será la suma de $ 32.111.671.-. Se hace presente que la subasta se realizará por videoconferencia, mediante la plataforma Zoom, para lo cual se requiere de un computador o teléfono, en ambos casos, con cámara, micrófono y audio del mismo equipo y conexión a internet, siendo carga de las partes y postores el tener los elementos tecnológicos y de conexión. El enlace de conexión a la subasta, disponible tanto para los postores y partes es el siguiente: https://zoom.us/j/6411373990. Los interesados deberán consignar garantía suficiente para participar de la subasta, mediante un vale vista endosable a nombre del tribunal y por el monto señalado en las bases de remate, el que deberá ser digitalizado y acompañado a la carpeta electrónica, a través de la Oficina Judicial Virtual, módulo 'Audiencia de Remates', dispuesto para tal efecto. Una vez que el postor ha sido aceptado por el tribunal en el sistema computacional, circunstancia que podrá verificar con su clave única del Estado, en el módulo 'Mis Remates', deberá entregar el vale vista materialmente en el Tribunal, entre las 09:00 y las 13:00 horas del día anterior a la realización de la subasta. Si la adjudicación es para una persona jurídica, deberán además exhibir en el acto a la cámara el Rut de la sociedad y/o empresa, en original (entregado por el SII). Se hace presente a los postores que deberán efectuar sus posturas, el día del remate, por un monto no inferior a $ 100.000.-, por sobre el mínimo fijado. Demás antecedentes en expediente C-12878-2022, 'Banco Santander con Lobos Hernández', Juicio Ejecutivo. Secretaría. xyxy=(1333,799,1556,1390)
auction-notice xyxy=(136,583,358,1149)
classified-column-5 xyxy=(1093,128,1316,1979)
notice-list xyxy=(375,163,597,1678)
